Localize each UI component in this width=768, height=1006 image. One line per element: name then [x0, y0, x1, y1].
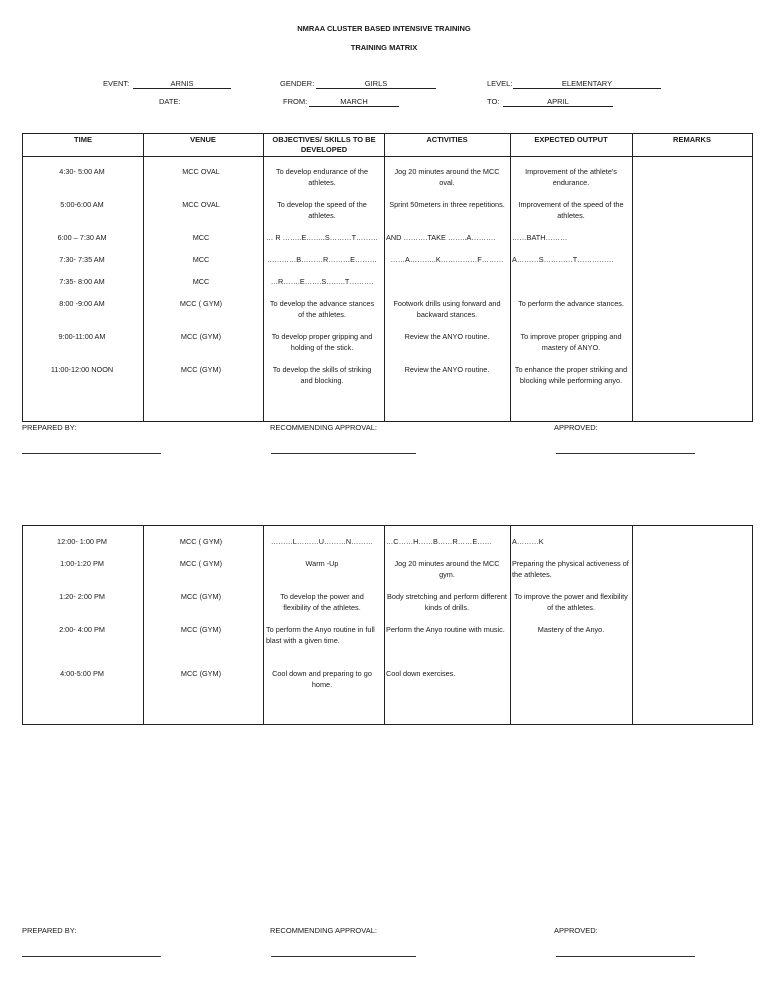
table1-row-4-time: 7:30- 7:35 AM	[59, 255, 105, 264]
table1-row-8-activity: Review the ANYO routine.	[404, 365, 490, 374]
table2-row-1-time: 12:00- 1:00 PM	[57, 537, 107, 546]
col-header-activities: ACTIVITIES	[426, 135, 468, 144]
to-label: TO:	[487, 97, 500, 106]
table1-row-6-time: 8:00 -9:00 AM	[59, 299, 105, 308]
gender-label: GENDER:	[280, 79, 315, 88]
level-value: ELEMENTARY	[513, 79, 661, 89]
table1-row-8-venue: MCC (GYM)	[180, 365, 222, 374]
table1-row-1-venue: MCC OVAL	[182, 167, 220, 176]
table1-row-6-objective: To develop the advance stances of the athletes.	[269, 299, 375, 319]
table1-row-1-activity: Jog 20 minutes around the MCC oval.	[394, 167, 500, 187]
recommending-signature-line-2	[271, 956, 416, 957]
table2-row-2-objective: Warm -Up	[305, 559, 339, 568]
level-label: LEVEL:	[487, 79, 513, 88]
table1-row-6-activity: Footwork drills using forward and backward stances.	[393, 299, 501, 319]
prepared-by-label: PREPARED BY:	[22, 423, 77, 432]
table2-row-4-output: Mastery of the Anyo.	[537, 625, 605, 634]
approved-label: APPROVED:	[554, 423, 598, 432]
table2-row-3-objective: To develop the power and flexibility of the athletes.	[280, 592, 364, 612]
prepared-by-signature-line-2	[22, 956, 161, 957]
table2-row-1-activity: …C……H……B……R……E……	[386, 537, 492, 546]
table1-row-1-time: 4:30- 5:00 AM	[59, 167, 105, 176]
table1-row-3-time: 6:00 – 7:30 AM	[57, 233, 107, 242]
table1-row-5-time: 7:35- 8:00 AM	[59, 277, 105, 286]
table2-row-3-activity: Body stretching and perform different kinds of drills.	[387, 592, 507, 612]
table2-row-2-venue: MCC ( GYM)	[179, 559, 223, 568]
table1-row-1-objective: To develop endurance of the athletes.	[275, 167, 369, 187]
table1-row-6-venue: MCC ( GYM)	[179, 299, 223, 308]
table2-row-4-venue: MCC (GYM)	[180, 625, 222, 634]
from-label: FROM:	[283, 97, 308, 106]
col-header-objectives: OBJECTIVES/ SKILLS TO BE DEVELOPED	[272, 135, 376, 154]
table2-row-4-objective: To perform the Anyo routine in full blast with a given time.	[266, 625, 375, 645]
table1-row-3-output: ……BATH………	[512, 233, 568, 242]
table2-row-2-activity: Jog 20 minutes around the MCC gym.	[394, 559, 500, 579]
table1-row-7-objective: To develop proper gripping and holding of the stick.	[271, 332, 373, 352]
table1-row-4-activity: ……A………..K……………F………	[390, 255, 504, 264]
table1-row-7-activity: Review the ANYO routine.	[404, 332, 490, 341]
approved-label-2: APPROVED:	[554, 926, 598, 935]
table1-row-2-activity: Sprint 50meters in three repetitions.	[389, 200, 505, 209]
recommending-approval-label-2: RECOMMENDING APPROVAL:	[270, 926, 377, 935]
table2-row-5-activity: Cool down exercises.	[386, 669, 456, 678]
document-title: NMRAA CLUSTER BASED INTENSIVE TRAINING	[297, 24, 471, 33]
recommending-signature-line	[271, 453, 416, 454]
table1-row-3-activity: AND ……….TAKE ……..A……….	[386, 233, 496, 242]
col-header-remarks: REMARKS	[673, 135, 711, 144]
table2-row-5-venue: MCC (GYM)	[180, 669, 222, 678]
table2-row-1-output: A………K	[512, 537, 544, 546]
table2-row-3-output: To improve the power and flexibility of the athletes.	[514, 592, 628, 612]
table1-row-8-output: To enhance the proper striking and blocking while performing anyo.	[514, 365, 628, 385]
table2-row-4-time: 2:00- 4:00 PM	[59, 625, 105, 634]
prepared-by-signature-line	[22, 453, 161, 454]
table1-row-7-output: To improve proper gripping and mastery of ANYO.	[520, 332, 622, 352]
table1-row-2-objective: To develop the speed of the athletes.	[277, 200, 367, 220]
table1-row-7-time: 9:00-11:00 AM	[58, 332, 106, 341]
table1-row-3-venue: MCC	[192, 233, 210, 242]
table1-row-5-venue: MCC	[192, 277, 210, 286]
table1-row-6-output: To perform the advance stances.	[518, 299, 624, 308]
col-header-venue: VENUE	[190, 135, 216, 144]
table2-row-1-objective: ………L………U………N………	[270, 537, 374, 546]
col-header-time: TIME	[74, 135, 92, 144]
table2-row-2-output: Preparing the physical activeness of the athletes.	[512, 559, 629, 579]
table1-row-1-output: Improvement of the athlete's endurance.	[525, 167, 617, 187]
table2-row-4-activity: Perform the Anyo routine with music.	[386, 625, 505, 634]
table2-row-1-venue: MCC ( GYM)	[179, 537, 223, 546]
table1-row-4-venue: MCC	[192, 255, 210, 264]
document-subtitle: TRAINING MATRIX	[350, 43, 418, 52]
table1-row-2-venue: MCC OVAL	[182, 200, 220, 209]
table1-row-8-objective: To develop the skills of striking and blocking.	[272, 365, 372, 385]
table1-row-8-time: 11:00-12:00 NOON	[50, 365, 114, 374]
approved-signature-line	[556, 453, 695, 454]
table1-row-2-output: Improvement of the speed of the athletes.	[518, 200, 624, 220]
approved-signature-line-2	[556, 956, 695, 957]
table2-row-3-venue: MCC (GYM)	[180, 592, 222, 601]
table1-row-4-objective: …………B………R………E………	[267, 255, 377, 264]
event-label: EVENT:	[103, 79, 130, 88]
table1-row-7-venue: MCC (GYM)	[180, 332, 222, 341]
table1-row-4-output: A………S…………T……………	[512, 255, 614, 264]
recommending-approval-label: RECOMMENDING APPROVAL:	[270, 423, 377, 432]
table2-row-5-time: 4:00-5:00 PM	[60, 669, 104, 678]
from-value: MARCH	[309, 97, 399, 107]
table2-row-2-time: 1:00-1:20 PM	[60, 559, 104, 568]
date-label: DATE:	[159, 97, 181, 106]
col-header-expected-output: EXPECTED OUTPUT	[534, 135, 608, 144]
table1-row-2-time: 5:00-6:00 AM	[60, 200, 104, 209]
event-value: ARNIS	[133, 79, 231, 89]
table2-row-5-objective: Cool down and preparing to go home.	[272, 669, 372, 689]
table2-row-3-time: 1:20- 2:00 PM	[59, 592, 105, 601]
table1-row-3-objective: … R ……..E……..S………T………	[266, 233, 378, 242]
to-value: APRIL	[503, 97, 613, 107]
gender-value: GIRLS	[316, 79, 436, 89]
prepared-by-label-2: PREPARED BY:	[22, 926, 77, 935]
table1-row-5-objective: …R…….E…….S……..T……….	[270, 277, 374, 286]
